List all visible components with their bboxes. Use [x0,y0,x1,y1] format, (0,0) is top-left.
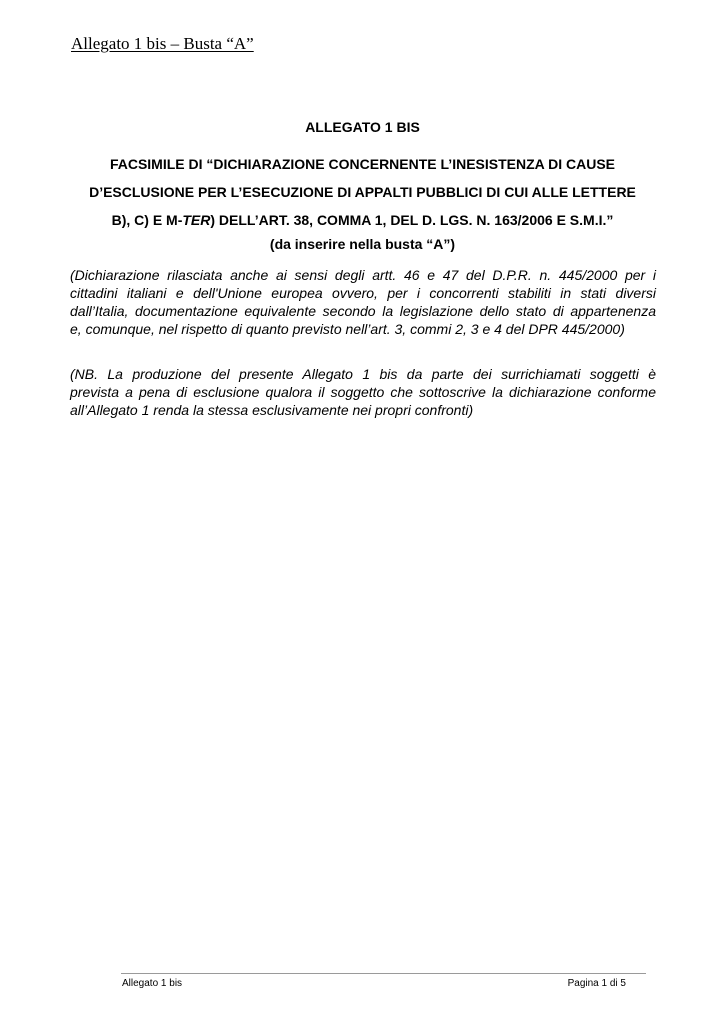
document-title: ALLEGATO 1 BIS [305,119,420,135]
declaration-paragraph [70,266,656,338]
paragraph-line: cittadini italiani e dell'Unione europea ovvero, per i concorrenti stabiliti in stati diversi [70,285,656,301]
document-subtitle [66,150,659,234]
paragraph-line: (NB. La produzione del presente Allegato 1 bis da parte dei surrichiamati soggetti è [70,366,656,382]
footer-divider [121,973,646,974]
footer-page-number: Pagina 1 di 5 [567,978,626,989]
page-header-title: Allegato 1 bis – Busta “A” [71,34,254,53]
subtitle-line-start: B), C) E M- [111,212,183,228]
footer-document-name: Allegato 1 bis [122,978,183,989]
subtitle-line-end: ) DELL’ART. 38, COMMA 1, DEL D. LGS. N. 163/2006 E S.M.I.” [210,212,614,228]
subtitle-line: FACSIMILE DI “DICHIARAZIONE CONCERNENTE L’INESISTENZA DI CAUSE [109,156,616,172]
paragraph-line: dall’Italia, documentazione equivalente secondo la legislazione dello stato di appartenenza [70,303,656,319]
paragraph-line: prevista a pena di esclusione qualora il soggetto che sottoscrive la dichiarazione conforme [70,384,656,400]
paragraph-line: all’Allegato 1 renda la stessa esclusivamente nei propri confronti) [70,402,474,418]
paragraph-line: (Dichiarazione rilasciata anche ai sensi degli artt. 46 e 47 del D.P.R. n. 445/2000 per i [70,267,656,283]
subtitle-line: D’ESCLUSIONE PER L’ESECUZIONE DI APPALTI PUBBLICI DI CUI ALLE LETTERE [89,184,636,200]
paragraph-line: e, comunque, nel rispetto di quanto previsto nell’art. 3, commi 2, 3 e 4 del DPR 445/2000) [70,321,625,337]
subtitle-italic-term: TER [182,212,211,228]
subtitle-line [66,206,659,234]
insert-note: (da inserire nella busta “A”) [269,236,456,252]
nb-paragraph [70,365,656,419]
